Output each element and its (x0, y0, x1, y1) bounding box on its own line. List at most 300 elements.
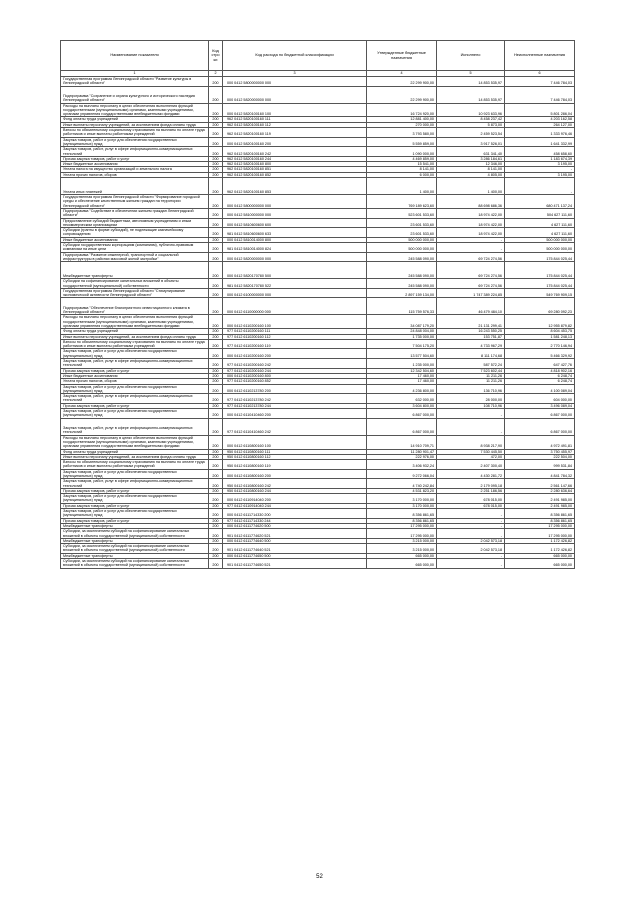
row-budget-code: 962 0412 5820100160 112 (223, 122, 367, 127)
table-row (61, 243, 575, 253)
row-line-code: 200 (209, 167, 223, 172)
row-budget-code: 901 0412 6111774650 521 (223, 559, 367, 569)
row-line-code: 200 (209, 262, 223, 279)
row-unexecuted: 680 471 137,24 (505, 195, 575, 209)
row-unexecuted: 6 248,74 (505, 373, 575, 378)
row-unexecuted: 1 333 976,46 (505, 128, 575, 138)
row-executed: 69 724 274,56 (437, 262, 505, 279)
row-name: Иные выплаты персоналу учреждений, за исключением фонда оплаты труда (61, 334, 209, 339)
row-unexecuted: 1 172 426,82 (505, 538, 575, 543)
row-budget-code: 901 0412 6111774620 521 (223, 529, 367, 539)
row-line-code: 200 (209, 147, 223, 157)
row-line-code: 200 (209, 523, 223, 528)
row-approved: 3 406 932,24 (367, 460, 437, 470)
row-line-code: 200 (209, 359, 223, 369)
row-approved: 632 000,00 (367, 394, 437, 404)
row-name: Иные бюджетные ассигнования (61, 373, 209, 378)
row-executed: 108 710,96 (437, 403, 505, 408)
row-approved: 6 867 000,00 (367, 409, 437, 419)
row-budget-code: 977 0412 6110914040 244 (223, 503, 367, 508)
row-unexecuted: 17 295 000,00 (505, 529, 575, 539)
row-name: Расходы на выплаты персоналу в целях обеспечения выполнения функций государственными (муниципальными) органами, казенными учреждениями, органами управления государственными внебюджетными фондами (61, 435, 209, 449)
row-executed: 18 974 422,00 (437, 218, 505, 228)
table-row (61, 178, 575, 195)
row-approved: 17 460,00 (367, 373, 437, 378)
row-budget-code: 977 0412 6111714330 244 (223, 518, 367, 523)
row-line-code: 200 (209, 368, 223, 373)
row-budget-code: 962 0412 5820100160 242 (223, 147, 367, 157)
row-budget-code: 000 0412 5810000000 000 (223, 208, 367, 218)
row-line-code: 200 (209, 518, 223, 523)
row-executed: 5 873,00 (437, 122, 505, 127)
row-line-code: 200 (209, 394, 223, 404)
row-unexecuted: 4 627 111,60 (505, 218, 575, 228)
row-executed: 2 407 300,40 (437, 460, 505, 470)
row-unexecuted: 8 604 453,75 (505, 329, 575, 334)
row-budget-code: 962 0412 5820100160 852 (223, 172, 367, 177)
row-name: Расходы на выплаты персоналу в целях обеспечения выполнения функций государственными (муниципальными) органами, казенными учреждениями, органами управления государственными внебюджетными фондами (61, 315, 209, 329)
row-budget-code: 950 0412 6110800160 112 (223, 454, 367, 459)
row-name: Уплата прочих налогов, сборов (61, 379, 209, 384)
row-name: Уплата иных платежей (61, 178, 209, 195)
header-executed: Исполнено (437, 41, 505, 71)
column-number: 6 (505, 71, 575, 77)
column-number: 4 (367, 71, 437, 77)
row-line-code: 200 (209, 279, 223, 289)
row-line-code: 200 (209, 449, 223, 454)
row-approved: 22 299 900,00 (367, 86, 437, 103)
row-budget-code: 950 0412 6110800160 244 (223, 488, 367, 493)
row-executed: 69 724 274,56 (437, 279, 505, 289)
page-number: 52 (316, 874, 323, 880)
row-executed: 8 938 217,90 (437, 435, 505, 449)
row-approved: 34 087 179,20 (367, 315, 437, 329)
row-line-code: 200 (209, 218, 223, 228)
row-unexecuted: 4 818 902,16 (505, 368, 575, 373)
row-budget-code: 000 0412 5820100160 100 (223, 103, 367, 117)
row-executed: 10 923 633,96 (437, 103, 505, 117)
row-line-code: 200 (209, 409, 223, 419)
row-approved: 24 848 004,00 (367, 329, 437, 334)
row-unexecuted: 175 844 025,44 (505, 252, 575, 262)
row-line-code: 200 (209, 237, 223, 242)
row-unexecuted: 3 195,00 (505, 172, 575, 177)
row-budget-code: 000 0412 6110200160 800 (223, 373, 367, 378)
row-approved: 2 897 159 134,00 (367, 288, 437, 298)
row-budget-code: 977 0412 6110410460 242 (223, 418, 367, 435)
row-executed: 8 141,00 (437, 167, 505, 172)
row-approved: 14 910 709,71 (367, 435, 437, 449)
row-unexecuted: 69 280 092,23 (505, 298, 575, 315)
row-approved: 245 588 090,00 (367, 279, 437, 289)
row-unexecuted: 549 769 909,15 (505, 288, 575, 298)
header-approved: Утвержденные бюджетные назначения (367, 41, 437, 71)
row-executed: 18 974 422,00 (437, 228, 505, 238)
row-unexecuted: 8 356 861,65 (505, 518, 575, 523)
row-executed: 11 211,26 (437, 373, 505, 378)
row-name: Субсидии государственным корпорациям (компаниям), публично-правовым компаниям на иные цели (61, 243, 209, 253)
row-name: Предоставление субсидий бюджетным, автономным учреждениям и иным некоммерческим организациям (61, 218, 209, 228)
row-budget-code: 000 0412 6111774620 500 (223, 523, 367, 528)
row-unexecuted: 2 770 146,94 (505, 339, 575, 349)
row-budget-code: 981 0412 5810600600 633 (223, 228, 367, 238)
row-approved: 500 000 000,00 (367, 237, 437, 242)
row-budget-code: 000 0412 5820000000 000 (223, 252, 367, 262)
row-executed: 16 243 550,25 (437, 329, 505, 334)
row-budget-code: 000 0412 5820000000 000 (223, 86, 367, 103)
row-name: Закупка товаров, работ, услуг в сфере информационно-коммуникационных технологий (61, 418, 209, 435)
row-name: Подпрограмма "Содействие в обеспечении жильем граждан Ленинградской области" (61, 208, 209, 218)
row-approved: 7 504 175,20 (367, 339, 437, 349)
row-budget-code: 977 0412 6110213780 244 (223, 403, 367, 408)
row-budget-code: 977 0412 6110200160 244 (223, 368, 367, 373)
row-unexecuted: 7 446 784,03 (505, 77, 575, 87)
row-line-code: 200 (209, 544, 223, 554)
table-row (61, 298, 575, 315)
row-unexecuted: 17 295 000,00 (505, 523, 575, 528)
table-row (61, 409, 575, 419)
row-budget-code: 962 0412 5820100160 853 (223, 178, 367, 195)
row-executed: 136 710,96 (437, 384, 505, 394)
row-unexecuted: 4 203 162,58 (505, 117, 575, 122)
row-approved: 23 601 533,60 (367, 218, 437, 228)
row-executed: - (437, 518, 505, 523)
column-number: 2 (209, 71, 223, 77)
table-row (61, 208, 575, 218)
row-executed: - (437, 237, 505, 242)
row-unexecuted: 6 867 000,00 (505, 418, 575, 435)
row-unexecuted: 5 466 329,92 (505, 349, 575, 359)
row-budget-code: 000 0412 5800000000 000 (223, 195, 367, 209)
row-approved: 270 000,00 (367, 122, 437, 127)
row-name: Субсидии на софинансирование капитальных вложений в объекты государственной (муниципальной) собственности (61, 279, 209, 289)
row-budget-code: 962 0412 5820100160 851 (223, 167, 367, 172)
row-approved: 245 588 090,00 (367, 252, 437, 262)
row-approved: 115 759 576,33 (367, 298, 437, 315)
row-executed: 4 805,00 (437, 172, 505, 177)
row-executed: 678 015,00 (437, 494, 505, 504)
row-approved: 1 735 000,00 (367, 334, 437, 339)
row-name: Межбюджетные трансферты (61, 523, 209, 528)
row-approved: 1 400,00 (367, 178, 437, 195)
row-budget-code: 962 0412 5820100160 800 (223, 162, 367, 167)
row-executed: 2 042 573,18 (437, 538, 505, 543)
row-name: Фонд оплаты труда учреждений (61, 117, 209, 122)
row-executed: 28 000,00 (437, 394, 505, 404)
row-line-code: 200 (209, 243, 223, 253)
row-unexecuted: 1 172 426,82 (505, 544, 575, 554)
row-executed: 4 733 967,29 (437, 339, 505, 349)
row-line-code: 200 (209, 339, 223, 349)
row-budget-code: 000 0412 5820170780 500 (223, 262, 367, 279)
row-name: Фонд оплаты труда учреждений (61, 329, 209, 334)
table-row (61, 469, 575, 479)
row-budget-code: 950 0412 6110800160 111 (223, 449, 367, 454)
row-approved: 4 236 800,00 (367, 384, 437, 394)
row-approved: 222 976,00 (367, 454, 437, 459)
row-unexecuted: 458 658,60 (505, 147, 575, 157)
row-name: Подпрограмма "Сохранение и охрана культурного и исторического наследия Ленинградской области" (61, 86, 209, 103)
row-executed: 153 751,87 (437, 334, 505, 339)
row-executed: 2 251 186,56 (437, 488, 505, 493)
row-budget-code: 000 0412 5820100160 200 (223, 137, 367, 147)
header-name: Наименование показателя (61, 41, 209, 71)
row-executed: 88 698 686,36 (437, 195, 505, 209)
row-line-code: 200 (209, 288, 223, 298)
row-line-code: 200 (209, 479, 223, 489)
column-number: 1 (61, 71, 209, 77)
row-approved: 3 170 000,00 (367, 494, 437, 504)
row-approved: 5 559 859,00 (367, 137, 437, 147)
row-budget-code: 962 0412 5820100160 244 (223, 156, 367, 161)
row-unexecuted: 1 641 332,99 (505, 137, 575, 147)
row-unexecuted: 504 627 111,60 (505, 208, 575, 218)
table-row (61, 228, 575, 238)
row-unexecuted: 500 000 000,00 (505, 237, 575, 242)
row-approved: 12 881 400,00 (367, 117, 437, 122)
row-name: Закупка товаров, работ, услуг в сфере информационно-коммуникационных технологий (61, 359, 209, 369)
row-approved: 11 280 901,47 (367, 449, 437, 454)
row-line-code: 200 (209, 418, 223, 435)
row-unexecuted: 1 581 248,13 (505, 334, 575, 339)
row-budget-code: 000 0412 6111774640 500 (223, 538, 367, 543)
row-budget-code: 000 0412 5810014000 800 (223, 237, 367, 242)
row-executed: - (437, 559, 505, 569)
row-name: Закупка товаров, работ и услуг для обеспечения государственных (муниципальных) нужд (61, 137, 209, 147)
row-line-code: 200 (209, 460, 223, 470)
row-name: Субсидии, за исключением субсидий на софинансирование капитальных вложений в объекты государственной (муниципальной) собственности (61, 529, 209, 539)
row-name: Государственная программа Ленинградской области "Формирование городской среды и обеспечение качественным жильем граждан на территории Ленинградской области" (61, 195, 209, 209)
row-approved: 17 460,00 (367, 379, 437, 384)
row-budget-code: 000 0412 5800000000 000 (223, 77, 367, 87)
row-budget-code: 000 0412 5810600600 600 (223, 218, 367, 228)
row-name: Подпрограмма "Обеспечение благоприятного инвестиционного климата в Ленинградской области" (61, 298, 209, 315)
row-budget-code: 962 0412 5820100160 111 (223, 117, 367, 122)
row-approved: 4 469 859,00 (367, 156, 437, 161)
row-executed: 21 131 299,41 (437, 315, 505, 329)
row-budget-code: 000 0412 6110200160 200 (223, 349, 367, 359)
row-executed: 587 572,24 (437, 359, 505, 369)
row-line-code: 200 (209, 162, 223, 167)
row-budget-code: 000 0412 6100000000 000 (223, 288, 367, 298)
table-row (61, 394, 575, 404)
table-row (61, 77, 575, 87)
row-approved: 9 272 066,04 (367, 469, 437, 479)
row-budget-code: 000 0412 6110213780 200 (223, 384, 367, 394)
row-name: Закупка товаров, работ и услуг для обеспечения государственных (муниципальных) нужд (61, 349, 209, 359)
row-unexecuted: 2 491 985,00 (505, 494, 575, 504)
row-approved: 3 793 580,00 (367, 128, 437, 138)
table-row (61, 252, 575, 262)
row-executed: 3 286 184,61 (437, 156, 505, 161)
row-name: Прочая закупка товаров, работ и услуг (61, 403, 209, 408)
row-unexecuted: 665 000,00 (505, 553, 575, 558)
row-executed: 3 917 526,01 (437, 137, 505, 147)
row-executed: - (437, 418, 505, 435)
row-name: Закупка товаров, работ и услуг для обеспечения государственных (муниципальных) нужд (61, 384, 209, 394)
row-approved: 3 170 000,00 (367, 503, 437, 508)
row-name: Государственная программа Ленинградской области "Развитие культуры в Ленинградской области" (61, 77, 209, 87)
row-approved: 8 356 861,65 (367, 509, 437, 519)
row-approved: 15 541,00 (367, 162, 437, 167)
row-approved: 3 215 000,00 (367, 544, 437, 554)
row-name: Прочая закупка товаров, работ и услуг (61, 156, 209, 161)
table-row (61, 359, 575, 369)
row-line-code: 200 (209, 103, 223, 117)
row-budget-code: 000 0412 6110000000 000 (223, 298, 367, 315)
row-name: Прочая закупка товаров, работ и услуг (61, 518, 209, 523)
table-row (61, 137, 575, 147)
row-approved: 16 724 920,00 (367, 103, 437, 117)
row-executed: 7 523 602,44 (437, 368, 505, 373)
row-name: Закупка товаров, работ и услуг для обеспечения государственных (муниципальных) нужд (61, 409, 209, 419)
row-line-code: 200 (209, 494, 223, 504)
row-name: Иные выплаты персоналу учреждений, за исключением фонда оплаты труда (61, 454, 209, 459)
row-approved: 8 356 861,65 (367, 518, 437, 523)
row-budget-code: 977 0412 6110200160 852 (223, 379, 367, 384)
row-budget-code: 981 0412 5810014000 824 (223, 243, 367, 253)
row-unexecuted: 3 496 089,04 (505, 403, 575, 408)
table-row (61, 86, 575, 103)
row-budget-code: 000 0412 6111774650 500 (223, 553, 367, 558)
row-line-code: 200 (209, 454, 223, 459)
row-line-code: 200 (209, 228, 223, 238)
table-body (61, 77, 575, 569)
row-name: Прочая закупка товаров, работ и услуг (61, 488, 209, 493)
table-row (61, 559, 575, 569)
row-budget-code: 000 0412 6110800160 100 (223, 435, 367, 449)
row-name: Взносы по обязательному социальному страхованию на выплаты по оплате труда работников и иные выплаты работникам учреждений (61, 339, 209, 349)
row-approved: 769 189 623,60 (367, 195, 437, 209)
row-budget-code: 000 0412 6110200160 100 (223, 315, 367, 329)
row-name: Межбюджетные трансферты (61, 538, 209, 543)
row-budget-code: 977 0412 6110213780 242 (223, 394, 367, 404)
row-budget-code: 977 0412 6110200160 242 (223, 359, 367, 369)
row-approved: 23 601 533,60 (367, 228, 437, 238)
row-name: Прочая закупка товаров, работ и услуг (61, 503, 209, 508)
row-executed: 1 747 389 224,85 (437, 288, 505, 298)
row-approved: 6 000,00 (367, 172, 437, 177)
row-unexecuted: 4 100 089,04 (505, 384, 575, 394)
row-executed: - (437, 529, 505, 539)
row-executed: 11 211,26 (437, 379, 505, 384)
table-row (61, 315, 575, 329)
row-name: Закупка товаров, работ, услуг в сфере информационно-коммуникационных технологий (61, 147, 209, 157)
row-line-code: 200 (209, 373, 223, 378)
table-row (61, 339, 575, 349)
row-approved: 17 295 000,00 (367, 529, 437, 539)
row-line-code: 200 (209, 77, 223, 87)
row-unexecuted: 6 867 000,00 (505, 409, 575, 419)
row-executed: 4 430 281,72 (437, 469, 505, 479)
row-budget-code: 000 0412 6111714330 200 (223, 509, 367, 519)
row-line-code: 200 (209, 349, 223, 359)
row-name: Расходы на выплаты персоналу в целях обеспечения выполнения функций государственными (муниципальными) органами, казенными учреждениями, органами управления государственными внебюджетными фондами (61, 103, 209, 117)
row-budget-code: 901 0412 6111774640 521 (223, 544, 367, 554)
row-executed: 18 974 422,00 (437, 208, 505, 218)
row-line-code: 200 (209, 559, 223, 569)
budget-execution-table (60, 40, 575, 569)
row-unexecuted: 2 491 985,00 (505, 503, 575, 508)
row-unexecuted: 6 248,74 (505, 379, 575, 384)
row-approved: 12 342 504,60 (367, 368, 437, 373)
table-row (61, 218, 575, 228)
row-executed: - (437, 553, 505, 558)
header-budget-code: Код расхода по бюджетной классификации (223, 41, 367, 71)
table-row (61, 544, 575, 554)
row-line-code: 200 (209, 488, 223, 493)
row-line-code: 200 (209, 509, 223, 519)
row-executed: 46 479 484,10 (437, 298, 505, 315)
header-unexecuted: Неисполненные назначения (505, 41, 575, 71)
table-row (61, 128, 575, 138)
row-name: Закупка товаров, работ и услуг для обеспечения государственных (муниципальных) нужд (61, 469, 209, 479)
row-budget-code: 977 0412 6110200160 112 (223, 334, 367, 339)
row-executed: 12 346,00 (437, 162, 505, 167)
column-number: 5 (437, 71, 505, 77)
row-line-code: 200 (209, 503, 223, 508)
row-line-code: 200 (209, 329, 223, 334)
row-line-code: 200 (209, 178, 223, 195)
row-name: Прочая закупка товаров, работ и услуг (61, 368, 209, 373)
row-line-code: 200 (209, 379, 223, 384)
row-unexecuted: 647 427,76 (505, 359, 575, 369)
row-line-code: 200 (209, 403, 223, 408)
row-approved: 8 141,00 (367, 167, 437, 172)
table-row (61, 529, 575, 539)
row-line-code: 200 (209, 529, 223, 539)
row-executed: - (437, 509, 505, 519)
row-approved: 4 531 823,20 (367, 488, 437, 493)
row-unexecuted: 5 801 286,04 (505, 103, 575, 117)
budget-report-page (60, 40, 574, 569)
row-line-code: 200 (209, 252, 223, 262)
row-name: Подпрограмма "Развитие инженерной, транспортной и социальной инфраструктуры в районах массовой жилой застройки" (61, 252, 209, 262)
row-approved: 245 588 090,00 (367, 262, 437, 279)
row-approved: 13 577 504,60 (367, 349, 437, 359)
table-row (61, 479, 575, 489)
row-budget-code: 950 0412 6110800160 242 (223, 479, 367, 489)
row-approved: 17 295 000,00 (367, 523, 437, 528)
row-unexecuted: 175 844 025,44 (505, 262, 575, 279)
row-line-code: 200 (209, 86, 223, 103)
row-approved: 1 090 000,00 (367, 147, 437, 157)
row-executed: 2 459 523,54 (437, 128, 505, 138)
row-name: Межбюджетные трансферты (61, 553, 209, 558)
row-name: Фонд оплаты труда учреждений (61, 449, 209, 454)
row-line-code: 200 (209, 137, 223, 147)
row-name: Закупка товаров, работ, услуг в сфере информационно-коммуникационных технологий (61, 394, 209, 404)
table-row (61, 418, 575, 435)
row-budget-code: 977 0412 6110200160 111 (223, 329, 367, 334)
row-executed: 678 015,00 (437, 503, 505, 508)
row-budget-code: 000 0412 6110800160 200 (223, 469, 367, 479)
row-name: Закупка товаров, работ и услуг для обеспечения государственных (муниципальных) нужд (61, 509, 209, 519)
row-unexecuted: - (505, 167, 575, 172)
row-unexecuted: - (505, 178, 575, 195)
row-name: Иные бюджетные ассигнования (61, 237, 209, 242)
row-line-code: 200 (209, 334, 223, 339)
row-unexecuted: 12 955 879,82 (505, 315, 575, 329)
row-unexecuted: 7 446 784,03 (505, 86, 575, 103)
row-name: Субсидии, за исключением субсидий на софинансирование капитальных вложений в объекты государственной (муниципальной) собственности (61, 544, 209, 554)
row-line-code: 200 (209, 298, 223, 315)
row-name: Субсидии, за исключением субсидий на софинансирование капитальных вложений в объекты государственной (муниципальной) собственности (61, 559, 209, 569)
row-approved: 665 000,00 (367, 553, 437, 558)
row-executed: - (437, 523, 505, 528)
row-unexecuted: 3 195,00 (505, 162, 575, 167)
row-approved: 1 235 000,00 (367, 359, 437, 369)
